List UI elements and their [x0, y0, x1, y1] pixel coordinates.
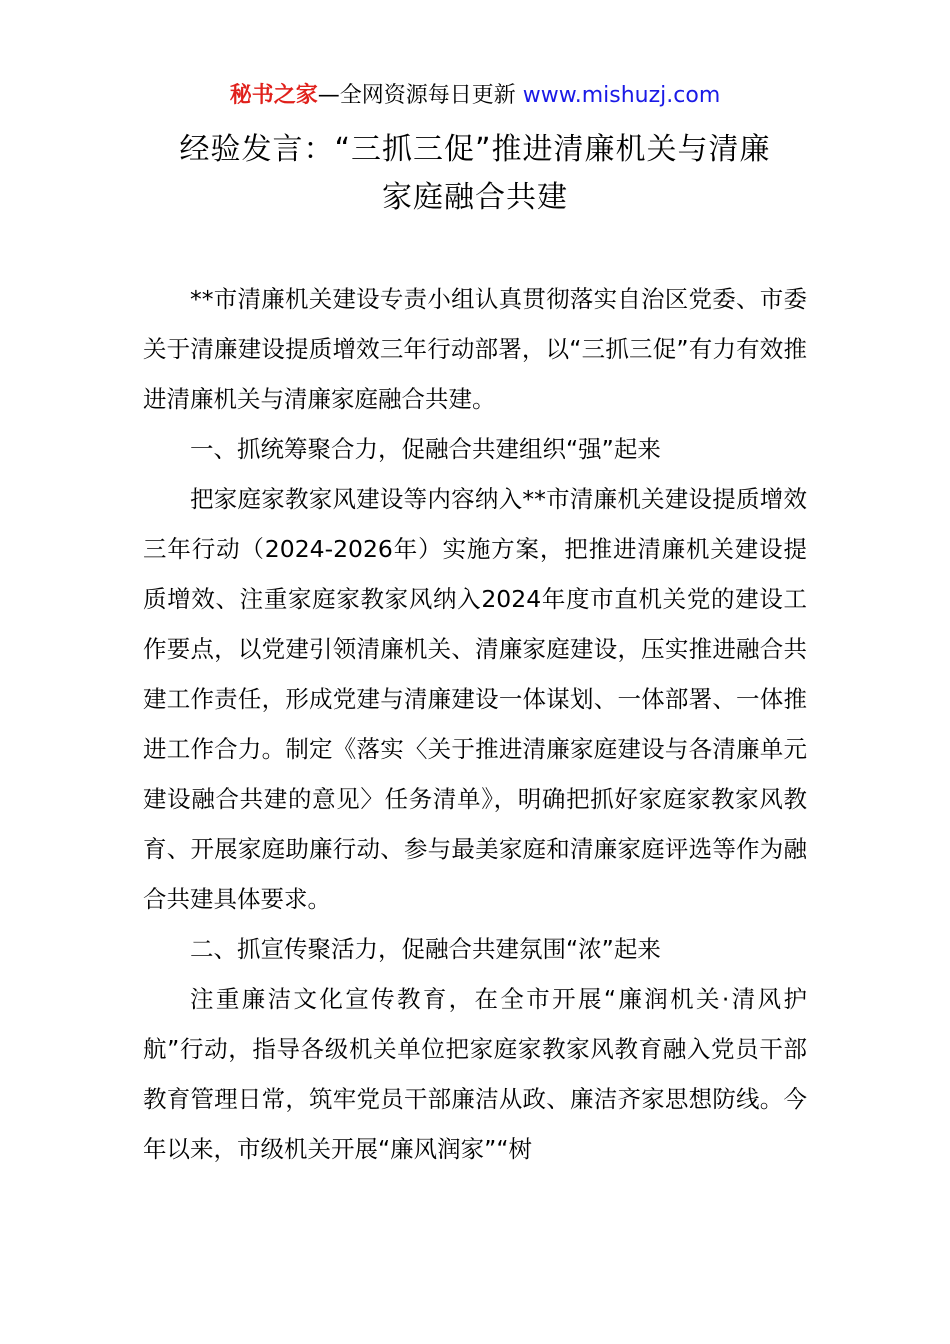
brand-name: 秘书之家 [229, 83, 318, 108]
document-body [143, 274, 807, 1174]
section-1-paragraph: 把家庭家教家风建设等内容纳入**市清廉机关建设提质增效三年行动（2024-2026年）实施方案，把推进清廉机关建设提质增效、注重家庭家教家风纳入2024年度市直机关党的建设工作要点，以党建引领清廉机关、清廉家庭建设，压实推进融合共建工作责任，形成党建与清廉建设一体谋划、一体部署、一体推进工作合力。制定《落实〈关于推进清廉家庭建设与各清廉单元建设融合共建的意见〉任务清单》，明确把抓好家庭家教家风教育、开展家庭助廉行动、参与最美家庭和清廉家庭评选等作为融合共建具体要求。 [143, 485, 807, 913]
site-header [0, 80, 950, 112]
title-line-2: 家庭融合共建 [382, 180, 568, 215]
site-slogan: —全网资源每日更新 [317, 83, 523, 108]
title-line-1: 经验发言：“三抓三促”推进清廉机关与清廉 [179, 132, 771, 167]
site-url-link[interactable]: www.mishuzj.com [522, 83, 721, 108]
document-title [0, 126, 950, 222]
section-heading-2: 二、抓宣传聚活力，促融合共建氛围“浓”起来 [190, 935, 661, 963]
section-2-paragraph: 注重廉洁文化宣传教育，在全市开展“廉润机关·清风护航”行动，指导各级机关单位把家庭家教家风教育融入党员干部教育管理日常，筑牢党员干部廉洁从政、廉洁齐家思想防线。今年以来，市级机关开展“廉风润家”“树 [143, 985, 807, 1163]
intro-paragraph: **市清廉机关建设专责小组认真贯彻落实自治区党委、市委关于清廉建设提质增效三年行动部署，以“三抓三促”有力有效推进清廉机关与清廉家庭融合共建。 [143, 285, 807, 413]
section-heading-1: 一、抓统筹聚合力，促融合共建组织“强”起来 [190, 435, 661, 463]
